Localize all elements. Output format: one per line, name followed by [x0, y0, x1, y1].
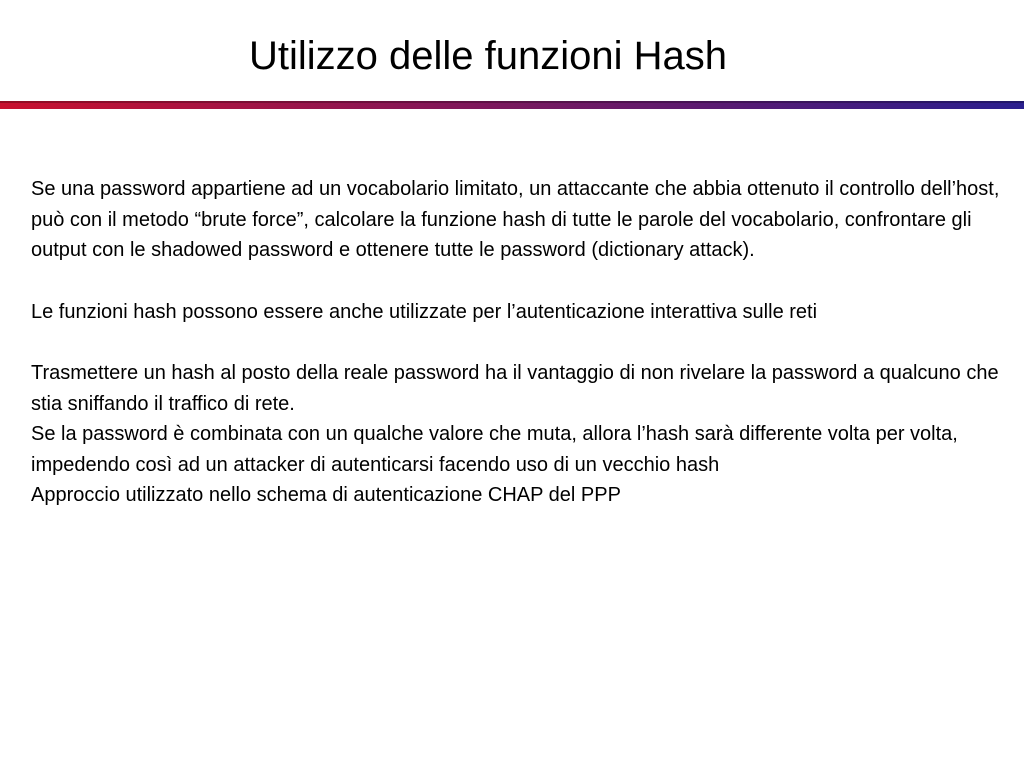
paragraph-interactive-auth: Le funzioni hash possono essere anche utilizzate per l’autenticazione interattiva sulle reti [31, 300, 818, 323]
title-divider [0, 101, 1024, 109]
paragraph-changing-value: Se la password è combinata con un qualche valore che muta, allora l’hash sarà differente volta per volta, impedendo così ad un attacker di autenticarsi facendo uso di un vecchio hash [31, 423, 958, 476]
slide-title: Utilizzo delle funzioni Hash [248, 34, 727, 78]
title-divider-gradient [0, 101, 1024, 109]
paragraph-spacer [31, 327, 1001, 358]
paragraph-dictionary-attack: Se una password appartiene ad un vocabolario limitato, un attaccante che abbia ottenuto il controllo dell’host, può con il metodo “brute force”, calcolare la funzione hash di tutte le parole del vocabolario, confrontare gli output con le shadowed password e ottenere tutte le password (dictionary attack). [31, 178, 1000, 261]
slide-body [31, 174, 1001, 511]
paragraph-transmit-hash: Trasmettere un hash al posto della reale password ha il vantaggio di non rivelare la password a qualcuno che stia sniffando il traffico di rete. [31, 362, 999, 415]
paragraph-chap: Approccio utilizzato nello schema di autenticazione CHAP del PPP [31, 484, 621, 506]
paragraph-spacer [31, 266, 1001, 297]
